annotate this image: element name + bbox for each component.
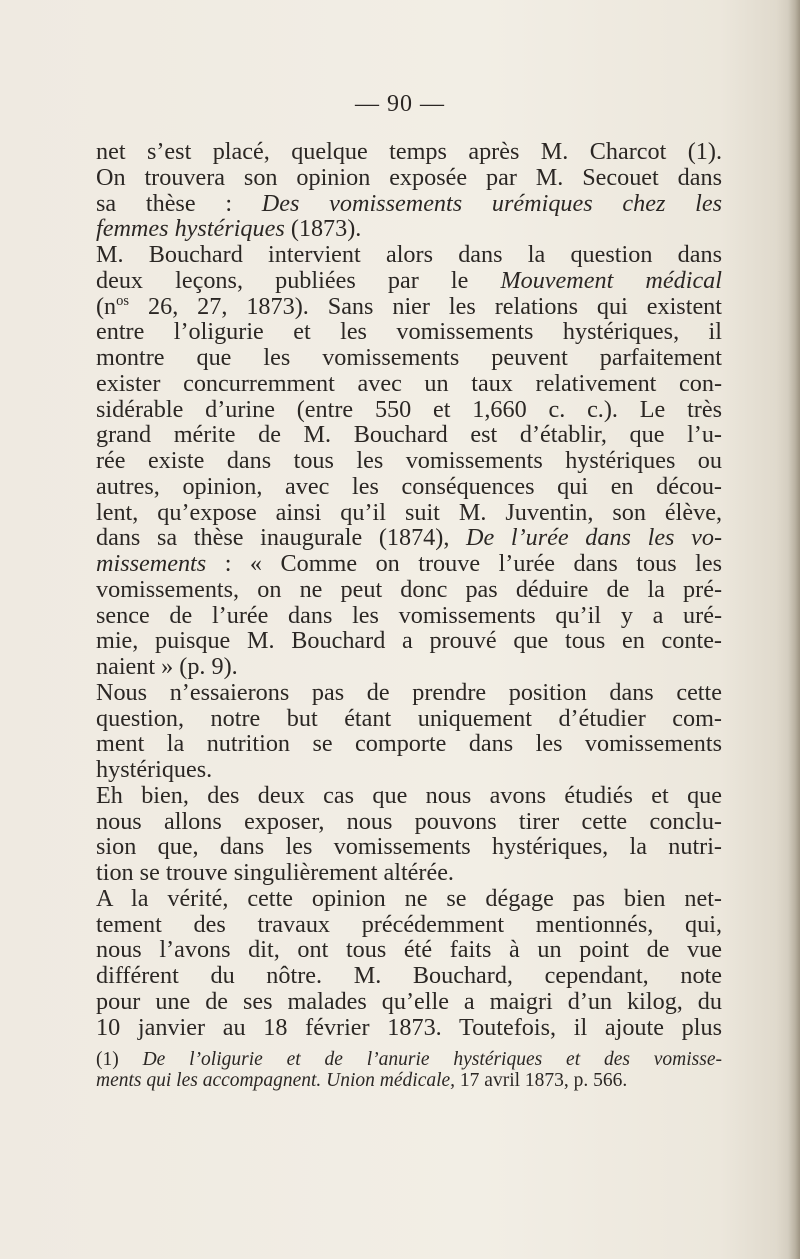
text-run: os: [116, 292, 130, 309]
text-run: grand mérite de M. Bouchard est d’établir, que l’u-: [96, 421, 722, 449]
text-line: [96, 628, 722, 654]
italic-text: femmes hystériques: [96, 215, 285, 243]
text-line: [96, 860, 722, 886]
text-line: [96, 654, 722, 680]
text-run: 10 janvier au 18 février 1873. Toutefois, il ajoute plus: [96, 1013, 722, 1041]
text-run: montre que les vomissements peuvent parfaitement: [96, 344, 722, 371]
text-run: Nous n’essaierons pas de prendre position dans cette: [96, 678, 722, 706]
text-line: [96, 731, 722, 757]
text-line: [96, 809, 722, 835]
text-run: tement des travaux précédemment mentionnés, qui,: [96, 910, 722, 938]
text-line: [96, 783, 722, 809]
text-line: [96, 937, 722, 963]
text-line: [96, 319, 722, 345]
text-line: [96, 345, 722, 371]
text-run: question, notre but étant uniquement d’étudier com-: [96, 704, 722, 732]
italic-text: Des vomissements urémiques chez les: [261, 189, 722, 217]
text-run: A la vérité, cette opinion ne se dégage pas bien net-: [96, 884, 722, 912]
text-run: différent du nôtre. M. Bouchard, cependant, note: [96, 962, 722, 989]
text-line: [96, 603, 722, 629]
text-line: [96, 500, 722, 526]
text-line: [96, 216, 722, 242]
italic-text: De l’oligurie et de l’anurie hystériques et des vomisse-: [142, 1049, 722, 1070]
text-run: ment la nutrition se comporte dans les vomissements: [96, 730, 722, 758]
footnote-line: [96, 1070, 722, 1091]
text-run: exister concurremment avec un taux relativement con-: [96, 369, 722, 397]
text-run: pour une de ses malades qu’elle a maigri d’un kilog, du: [96, 987, 722, 1015]
text-run: : « Comme on trouve l’urée dans tous les: [206, 550, 722, 577]
text-run: 26, 27, 1873). Sans nier les relations qui existent: [129, 292, 722, 320]
text-run: autres, opinion, avec les conséquences qui en décou-: [96, 472, 722, 500]
text-line: [96, 422, 722, 448]
text-line: [96, 834, 722, 860]
text-line: [96, 912, 722, 938]
text-line: [96, 757, 722, 783]
text-line: [96, 886, 722, 912]
page-number: — 90 —: [355, 91, 445, 117]
text-line: [96, 963, 722, 989]
text-line: [96, 191, 722, 217]
text-line: [96, 989, 722, 1015]
text-run: (1): [96, 1049, 143, 1070]
italic-text: ments qui les accompagnent. Union médicale,: [96, 1070, 456, 1091]
text-run: 17 avril 1873, p. 566.: [455, 1070, 628, 1091]
text-run: vomissements, on ne peut donc pas déduire de la pré-: [96, 575, 722, 603]
text-line: [96, 165, 722, 191]
text-run: M. Bouchard intervient alors dans la question dans: [96, 241, 722, 268]
text-run: sa thèse :: [96, 189, 262, 217]
page-edge-shadow: [788, 0, 800, 1259]
text-line: [96, 577, 722, 603]
text-run: dans sa thèse inaugurale (1874),: [96, 524, 467, 552]
text-line: [96, 474, 722, 500]
text-run: Eh bien, des deux cas que nous avons étudiés et que: [96, 781, 722, 809]
text-run: net s’est placé, quelque temps après M. Charcot (1).: [96, 138, 722, 165]
text-run: naient » (p. 9).: [96, 653, 238, 680]
text-run: deux leçons, publiées par le: [96, 266, 501, 294]
text-run: entre l’oligurie et les vomissements hystériques, il: [96, 318, 722, 346]
footnote: [96, 1049, 722, 1091]
italic-text: missements: [96, 550, 207, 577]
text-run: rée existe dans tous les vomissements hystériques ou: [96, 447, 722, 474]
italic-text: Mouvement médical: [500, 266, 722, 294]
text-run: sidérable d’urine (entre 550 et 1,660 c. c.). Le très: [96, 395, 722, 423]
text-line: [96, 268, 722, 294]
text-line: [96, 706, 722, 732]
text-run: (n: [96, 292, 117, 320]
text-line: [96, 371, 722, 397]
text-line: [96, 139, 722, 165]
text-line: [96, 680, 722, 706]
text-run: lent, qu’expose ainsi qu’il suit M. Juventin, son élève,: [96, 498, 722, 526]
text-run: On trouvera son opinion exposée par M. Secouet dans: [96, 163, 722, 191]
text-run: hystériques.: [96, 756, 213, 783]
text-line: [96, 448, 722, 474]
text-line: [96, 551, 722, 577]
text-run: sion que, dans les vomissements hystériques, la nutri-: [96, 833, 722, 861]
text-line: [96, 242, 722, 268]
italic-text: De l’urée dans les vo-: [466, 524, 722, 552]
text-line: [96, 525, 722, 551]
text-run: nous l’avons dit, ont tous été faits à un point de vue: [96, 936, 722, 964]
text-line: [96, 397, 722, 423]
text-run: sence de l’urée dans les vomissements qu’il y a uré-: [96, 601, 722, 629]
text-line: [96, 294, 722, 320]
body-text: [96, 139, 722, 1040]
text-line: [96, 1015, 722, 1041]
text-run: mie, puisque M. Bouchard a prouvé que tous en conte-: [96, 627, 722, 655]
text-run: tion se trouve singulièrement altérée.: [96, 859, 454, 886]
text-run: nous allons exposer, nous pouvons tirer cette conclu-: [96, 807, 722, 835]
footnote-line: [96, 1049, 722, 1070]
text-run: (1873).: [284, 215, 362, 243]
